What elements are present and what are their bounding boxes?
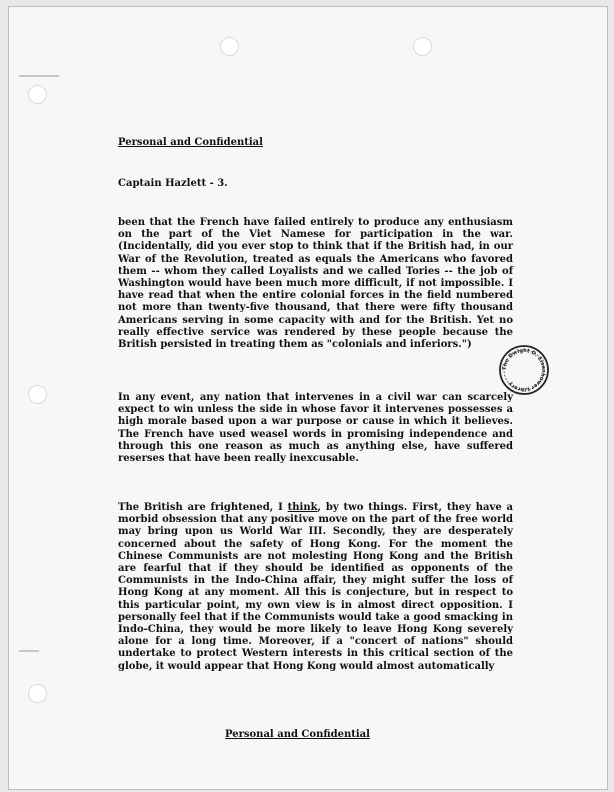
document-page [8,6,608,790]
punch-hole-top-right [413,37,432,56]
margin-scan-mark [19,75,59,77]
paragraph-3-before: The British are frightened, I [118,502,288,513]
punch-hole-top-left [220,37,239,56]
punch-hole-left-3 [28,684,47,703]
paragraph-1: been that the French have failed entirely to produce any enthusiasm on the part of the Viet Namese for participation in the war. (Incidentally, did you ever stop to think that if the British had, in our War of the Revolution, treated as equals the Americans who favored them -- whom they called Loyalists and we called Tories -- the job of Washington would have been much more difficult, if not impossible. I have read that when the entire colonial forces in the field numbered not more than twenty-five thousand, that there were fifty thousand Americans serving in some capacity with and for the British. Yet no really effective service was rendered by these people because the British persisted in treating them as "colonials and inferiors.") [118,217,513,351]
punch-hole-left-2 [28,385,47,404]
paragraph-3 [118,502,513,673]
margin-scan-mark [19,650,39,652]
punch-hole-left-1 [28,85,47,104]
confidential-footer: Personal and Confidential [225,729,370,740]
stamp-text: The Dwight D. Eisenhower Library [501,347,547,393]
library-stamp-icon [498,344,550,396]
paragraph-3-after: , by two things. First, they have a morbid obsession that any positive move on the part of the free world may bring upon us World War III. Secondly, they are desperately concerned about the safety of Hong Kong. For the moment the Chinese Communists are not molesting Hong Kong and the British are fearful that if they should be identified as opponents of the Communists in the Indo-China affair, they might suffer the loss of Hong Kong at any moment. All this is conjecture, but in respect to this particular point, my own view is in almost direct opposition. I personally feel that if the Communists would take a good smacking in Indo-China, they would be more likely to leave Hong Kong severely alone for a long time. Moreover, if a "concert of nations" should undertake to protect Western interests in this critical section of the globe, it would appear that Hong Kong would almost automatically [118,502,513,672]
svg-text:The Dwight D. Eisenhower Libra [502,348,546,392]
confidential-header: Personal and Confidential [118,137,263,148]
emphasis-think: think [287,502,318,513]
paragraph-2: In any event, any nation that intervenes in a civil war can scarcely expect to win unless the side in whose favor it intervenes possesses a high morale based upon a war purpose or cause in which it believes. The French have used weasel words in promising independence and through this one reason as much as anything else, have suffered reserses that have been really inexcusable. [118,392,513,465]
page-subheading: Captain Hazlett - 3. [118,178,228,189]
